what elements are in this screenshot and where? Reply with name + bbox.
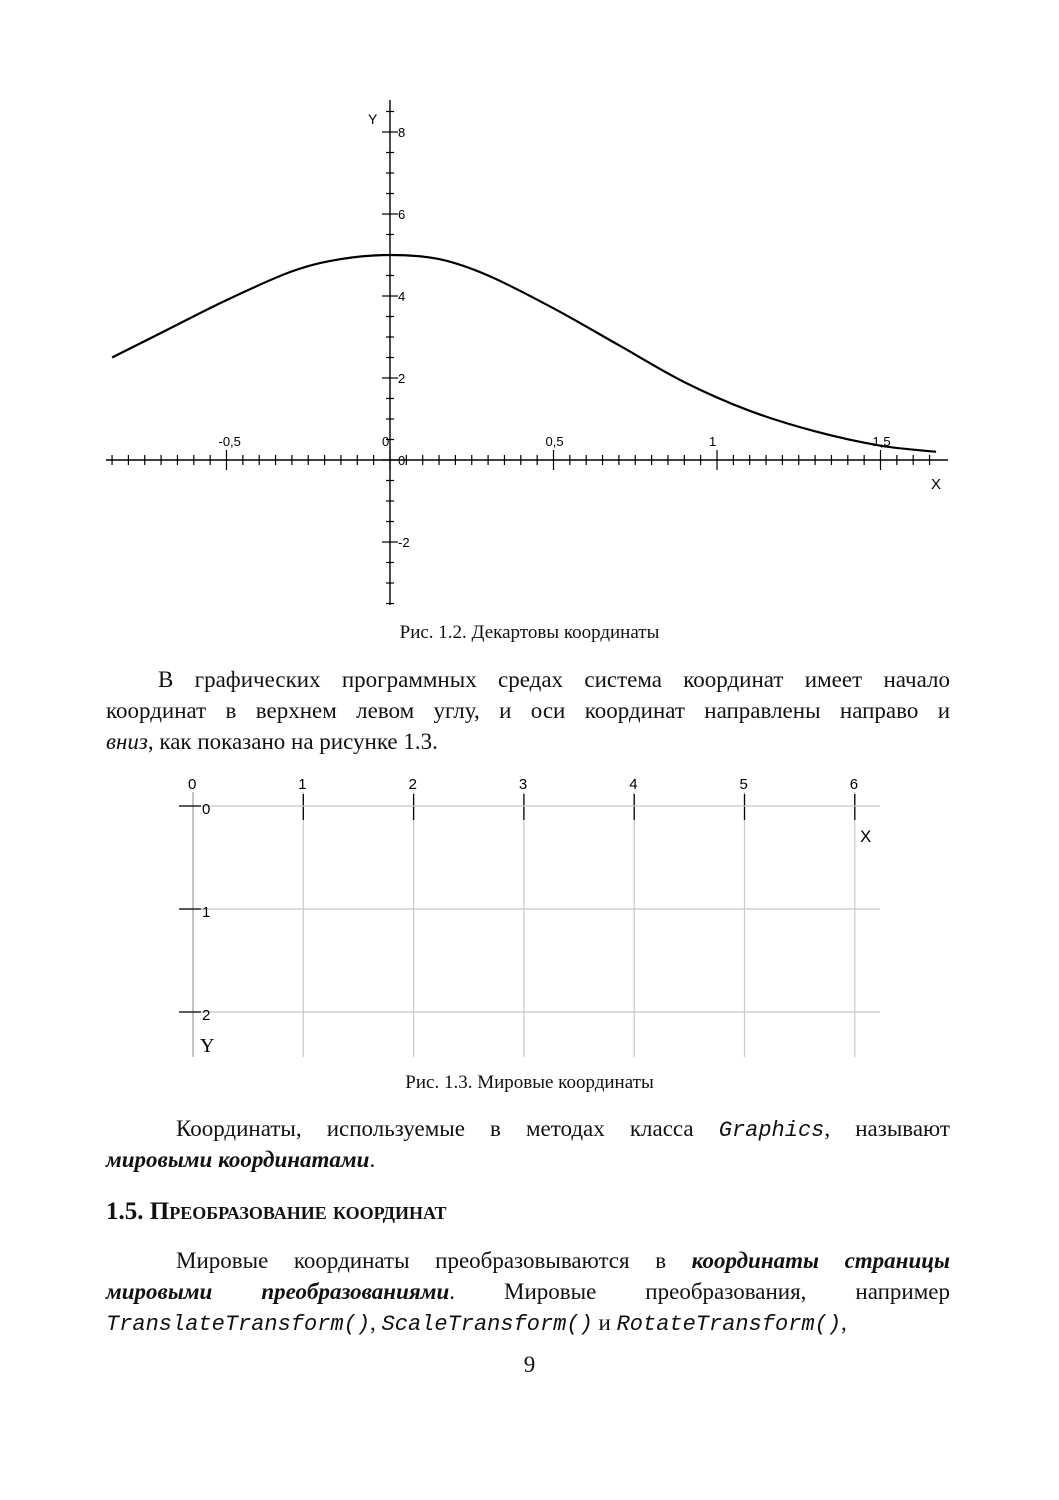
world-x-tick-label: 4 xyxy=(629,776,638,793)
cartesian-x-tick-label: 0 xyxy=(382,434,390,449)
paragraph-2-line-1 xyxy=(106,1113,950,1144)
cartesian-tick-labels xyxy=(219,125,891,550)
paragraph-2-line-2 xyxy=(106,1144,950,1175)
paragraph-3-text-2: . Мировые преобразования, например xyxy=(449,1279,951,1304)
figure-cartesian-coordinates xyxy=(0,0,1059,620)
world-y-tick-label: 0 xyxy=(202,801,211,818)
cartesian-curve xyxy=(112,255,936,452)
world-x-tick-label: 2 xyxy=(408,776,417,793)
cartesian-x-tick-label: -0,5 xyxy=(218,434,241,449)
page-number: 9 xyxy=(523,1352,536,1377)
section-heading-first-letter: П xyxy=(149,1198,170,1225)
paragraph-3-text-1: Мировые координаты преобразовываются в xyxy=(176,1248,692,1273)
cartesian-x-tick-label: 0,5 xyxy=(545,434,564,449)
paragraph-graphics-coordinates xyxy=(106,664,950,757)
world-y-tick-label: 1 xyxy=(202,904,211,921)
cartesian-x-axis-label: X xyxy=(931,476,942,493)
world-x-tick-label: 5 xyxy=(739,776,748,793)
paragraph-3-code-1: TranslateTransform() xyxy=(106,1312,371,1337)
paragraph-2-term: мировыми координатами xyxy=(106,1147,370,1172)
paragraph-3-term-2: мировыми преобразованиями xyxy=(106,1279,450,1304)
cartesian-x-tick-label: 1,5 xyxy=(872,434,891,449)
paragraph-2-code: Graphics xyxy=(718,1118,825,1143)
section-number: 1.5. xyxy=(106,1198,150,1225)
cartesian-y-axis-label: Y xyxy=(368,111,378,127)
paragraph-2-text-1: Координаты, используемые в методах класса xyxy=(176,1116,719,1141)
world-x-tick-label: 3 xyxy=(518,776,528,793)
paragraph-1-line-3-rest: , как показано на рисунке 1.3. xyxy=(147,729,438,754)
cartesian-y-tick-label: 8 xyxy=(398,125,406,140)
paragraph-3-line-2 xyxy=(106,1276,950,1307)
paragraph-transformations xyxy=(106,1245,950,1338)
world-x-tick-label: 6 xyxy=(849,776,859,793)
paragraph-1-line-2: координат в верхнем левом углу, и оси координат направлены направо и xyxy=(106,698,950,723)
world-x-axis-label: X xyxy=(860,827,872,846)
paragraph-2-text-2: , называют xyxy=(824,1116,950,1141)
paragraph-1-italic-word: вниз xyxy=(106,729,148,754)
paragraph-3-line-1 xyxy=(106,1245,950,1276)
paragraph-3-code-3: RotateTransform() xyxy=(616,1312,842,1337)
cartesian-x-tick-label: 1 xyxy=(709,434,717,449)
paragraph-3-code-2: ScaleTransform() xyxy=(381,1312,593,1337)
paragraph-3-line-3 xyxy=(106,1307,950,1338)
paragraph-1-line-3 xyxy=(106,726,950,757)
paragraph-3-sep-3: , xyxy=(841,1310,847,1335)
cartesian-y-tick-label: 0 xyxy=(398,453,406,468)
world-x-tick-label: 0 xyxy=(188,776,197,793)
world-tick-labels xyxy=(188,776,858,1024)
cartesian-y-tick-label: -2 xyxy=(398,535,410,550)
cartesian-y-tick-label: 6 xyxy=(398,207,406,222)
paragraph-1-line-1: В графических программных средах система координат имеет начало xyxy=(158,667,950,692)
cartesian-axes xyxy=(106,100,948,605)
paragraph-3-sep-2: и xyxy=(592,1310,617,1335)
world-y-tick-label: 2 xyxy=(202,1007,211,1024)
world-grid xyxy=(179,792,880,1057)
paragraph-world-coordinates xyxy=(106,1113,950,1175)
world-y-axis-label: Y xyxy=(200,1035,215,1057)
section-heading-rest: реобразование координат xyxy=(169,1198,447,1225)
paragraph-3-sep-1: , xyxy=(370,1310,382,1335)
paragraph-2-end: . xyxy=(369,1147,376,1172)
figure-1-3-caption: Рис. 1.3. Мировые координаты xyxy=(405,1072,654,1093)
section-heading xyxy=(106,1198,446,1226)
paragraph-3-term-1: координаты страницы xyxy=(691,1248,950,1273)
world-x-tick-label: 1 xyxy=(298,776,307,793)
cartesian-y-tick-label: 4 xyxy=(398,289,406,304)
cartesian-y-tick-label: 2 xyxy=(398,371,406,386)
figure-1-2-caption: Рис. 1.2. Декартовы координаты xyxy=(399,622,660,643)
